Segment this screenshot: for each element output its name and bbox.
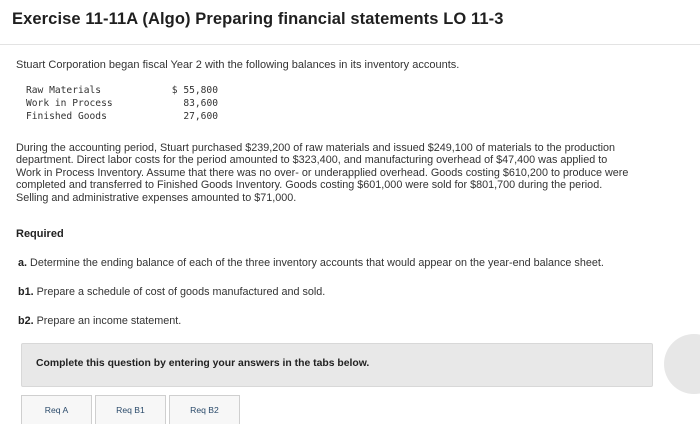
required-heading: Required <box>16 228 64 240</box>
side-circle-decoration <box>664 334 700 394</box>
paragraph-line: During the accounting period, Stuart purchased $239,200 of raw materials and issued $249,100 of materials to the production <box>16 142 616 154</box>
requirement-b1 <box>18 286 325 298</box>
title-divider <box>0 44 700 45</box>
paragraph-line: completed and transferred to Finished Goods Inventory. Goods costing $601,000 were sold for $801,700 during the period. <box>16 179 603 192</box>
requirement-text: Prepare an income statement. <box>36 315 182 327</box>
balance-name: Work in Process <box>26 98 113 109</box>
requirement-text: Determine the ending balance of each of the three inventory accounts that would appear on the year-end balance sheet. <box>30 257 604 269</box>
balance-value: $ 55,800 <box>171 85 218 96</box>
balance-name: Raw Materials <box>26 85 102 96</box>
paragraph-line: Work in Process Inventory. Assume that there was no over- or underapplied overhead. Goods costing $610,200 to produce were <box>16 166 629 179</box>
tab-req-b2[interactable]: Req B2 <box>169 395 240 424</box>
requirement-a <box>18 257 604 269</box>
problem-paragraph <box>16 142 681 204</box>
paragraph-line: Selling and administrative expenses amounted to $71,000. <box>16 191 297 204</box>
balance-value: 83,600 <box>183 98 218 109</box>
banner-text: Complete this question by entering your answers in the tabs below. <box>36 358 370 369</box>
paragraph-line: department. Direct labor costs for the period amounted to $323,400, and manufacturing overhead of $47,400 was applied to <box>16 154 608 167</box>
tab-req-a[interactable]: Req A <box>21 395 92 424</box>
instruction-banner <box>21 343 653 387</box>
balance-name: Finished Goods <box>26 111 107 122</box>
balance-row-raw-materials <box>26 84 218 97</box>
exercise-title: Exercise 11-11A (Algo) Preparing financial statements LO 11-3 <box>12 10 504 28</box>
balance-value: 27,600 <box>183 111 218 122</box>
requirement-label: b2. <box>18 315 34 327</box>
requirement-label: b1. <box>18 286 34 298</box>
balance-row-finished-goods <box>26 110 218 123</box>
balance-row-work-in-process <box>26 97 218 110</box>
tab-req-b1[interactable]: Req B1 <box>95 395 166 424</box>
requirement-b2 <box>18 315 181 327</box>
inventory-balances-table <box>26 84 218 123</box>
intro-text: Stuart Corporation began fiscal Year 2 with the following balances in its inventory accounts. <box>16 59 460 71</box>
answer-tabs <box>21 395 261 424</box>
requirement-text: Prepare a schedule of cost of goods manufactured and sold. <box>36 286 326 298</box>
requirement-label: a. <box>18 257 28 269</box>
